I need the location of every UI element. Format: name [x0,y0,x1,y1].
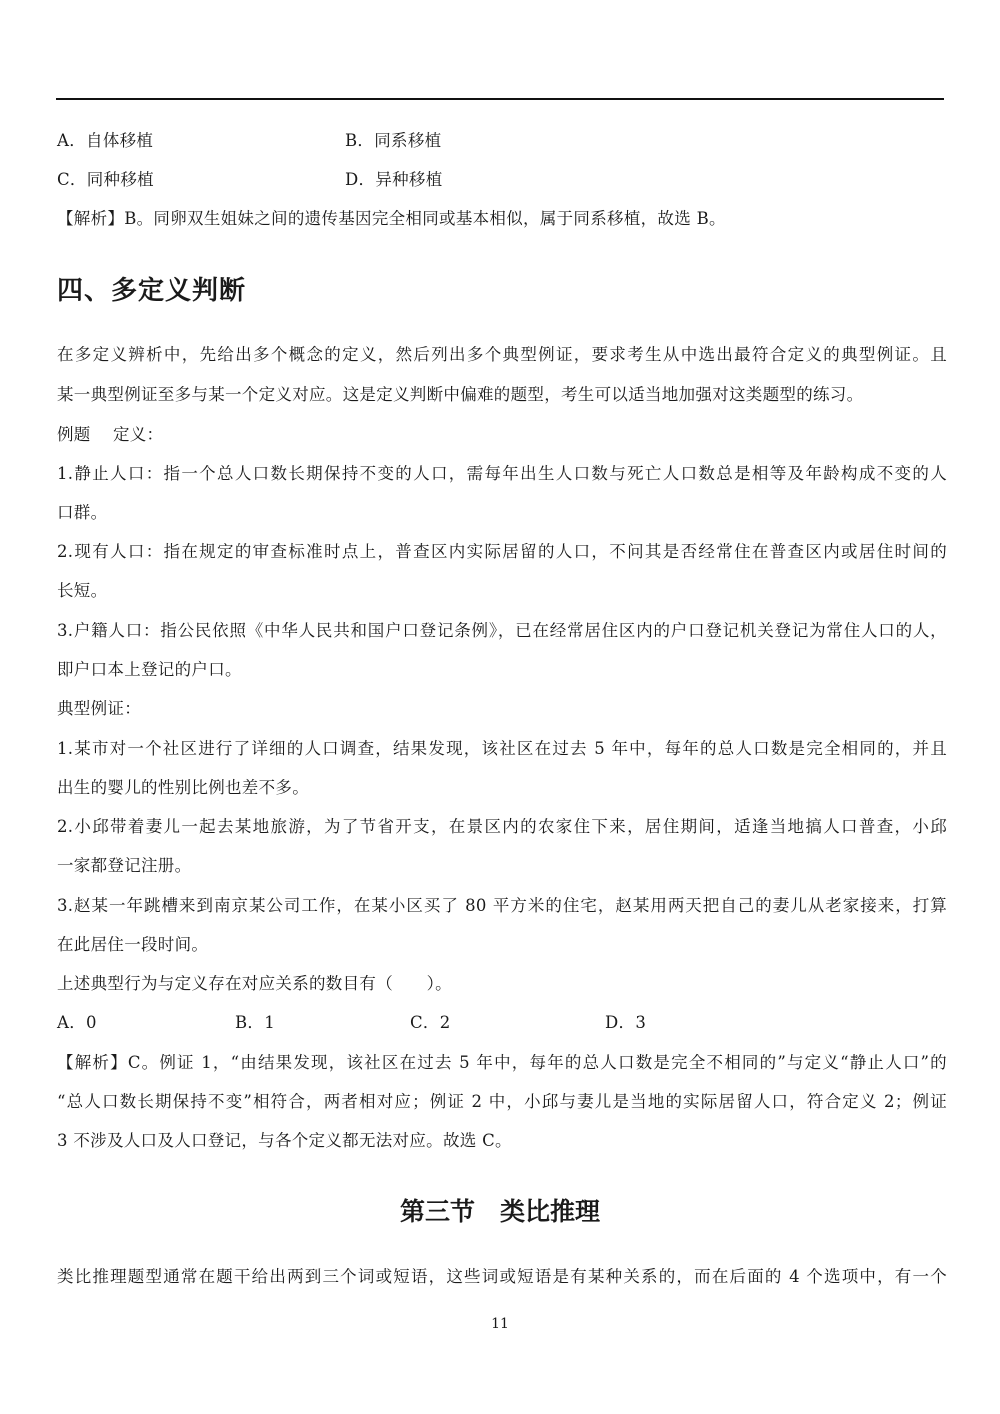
analysis-line-1: 【解析】C。例证 1，“由结果发现，该社区在过去 5 年中，每年的总人口数是完全不相同的”与定义“静止人口”的 [57,1053,947,1072]
analysis-line-3: 3 不涉及人口及人口登记，与各个定义都无法对应。故选 C。 [57,1131,512,1150]
case-1-line-2: 出生的婴儿的性别比例也差不多。 [57,778,309,797]
definition-3-line-2: 即户口本上登记的户口。 [57,660,242,679]
case-2-line-2: 一家都登记注册。 [57,856,192,875]
question-stem: 上述典型行为与定义存在对应关系的数目有（ ）。 [57,974,452,993]
section-heading: 四、多定义判断 [57,276,247,306]
case-3-line-1: 3.赵某一年跳槽来到南京某公司工作，在某小区买了 80 平方米的住宅，赵某用两天把自己的妻儿从老家接来，打算 [57,896,947,915]
option-a: A．0 [57,1013,97,1032]
option-c: C．2 [410,1013,451,1032]
example-label: 例题 定义： [57,425,164,444]
case-1-line-1: 1.某市对一个社区进行了详细的人口调查，结果发现，该社区在过去 5 年中，每年的总人口数是完全相同的，并且 [57,739,947,758]
analogy-intro-line-1: 类比推理题型通常在题干给出两到三个词或短语，这些词或短语是有某种关系的，而在后面的 4 个选项中，有一个 [57,1267,947,1286]
prev-analysis: 【解析】B。同卵双生姐妹之间的遗传基因完全相同或基本相似，属于同系移植，故选 B。 [57,209,726,228]
header-rule [56,98,944,100]
prev-option-d: D．异种移植 [345,170,443,189]
definition-3-line-1: 3.户籍人口：指公民依照《中华人民共和国户口登记条例》，已在经常居住区内的户口登记机关登记为常住人口的人， [57,621,947,640]
prev-option-b: B．同系移植 [345,131,442,150]
case-3-line-2: 在此居住一段时间。 [57,935,209,954]
prev-option-a: A．自体移植 [57,131,154,150]
definition-2-line-1: 2.现有人口：指在规定的审查标准时点上，普查区内实际居留的人口，不问其是否经常住在普查区内或居住时间的 [57,542,947,561]
chapter-heading: 第三节 类比推理 [399,1197,600,1226]
definition-1-line-2: 口群。 [57,503,108,522]
definition-1-line-1: 1.静止人口：指一个总人口数长期保持不变的人口，需每年出生人口数与死亡人口数总是相等及年龄构成不变的人 [57,464,947,483]
analysis-line-2: “总人口数长期保持不变”相符合，两者相对应；例证 2 中，小邱与妻儿是当地的实际居留人口，符合定义 2；例证 [57,1092,947,1111]
cases-label: 典型例证： [57,699,141,718]
prev-option-c: C．同种移植 [57,170,154,189]
intro-line-1: 在多定义辨析中，先给出多个概念的定义，然后列出多个典型例证，要求考生从中选出最符合定义的典型例证。且 [57,345,947,364]
option-d: D．3 [605,1013,647,1032]
intro-line-2: 某一典型例证至多与某一个定义对应。这是定义判断中偏难的题型，考生可以适当地加强对这类题型的练习。 [57,385,864,404]
definition-2-line-2: 长短。 [57,581,108,600]
option-b: B．1 [235,1013,276,1032]
case-2-line-1: 2.小邱带着妻儿一起去某地旅游，为了节省开支，在景区内的农家住下来，居住期间，适逢当地搞人口普查，小邱 [57,817,947,836]
page-number: 11 [491,1316,509,1332]
